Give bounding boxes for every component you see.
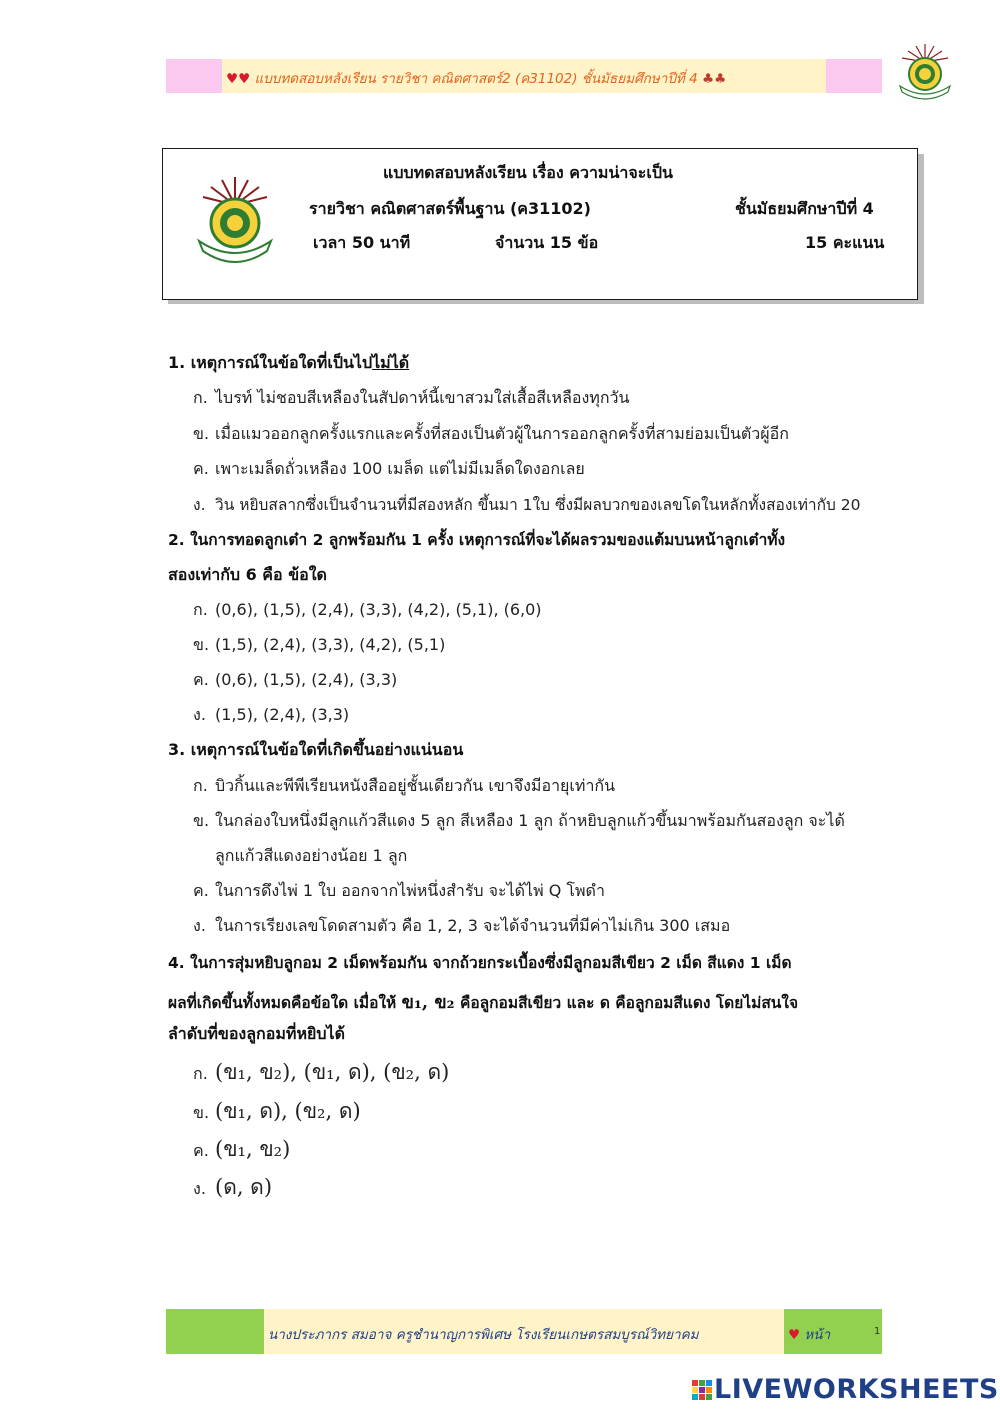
option-label: ง. <box>193 1179 206 1198</box>
option-label: ข. <box>193 1103 210 1122</box>
option-label: ก. <box>193 776 208 795</box>
option-text: ในการเรียงเลขโดดสามตัว คือ 1, 2, 3 จะได้จำนวนที่มีค่าไม่เกิน 300 เสมอ <box>215 916 731 935</box>
footer-bar <box>166 1309 882 1354</box>
question-4-line2-b: คือลูกอมสีเขียว และ ด คือลูกอมสีแดง โดยไม่สนใจ <box>459 994 799 1012</box>
school-logo-icon <box>195 175 275 267</box>
question-3: 3. เหตุการณ์ในข้อใดที่เกิดขึ้นอย่างแน่นอน <box>168 740 464 759</box>
q3-option-d[interactable] <box>193 914 730 939</box>
option-text: บิวกิ้นและพีพีเรียนหนังสืออยู่ชั้นเดียวกัน เขาจึงมีอายุเท่ากัน <box>215 776 616 795</box>
hearts-icon: ♥♥ <box>226 71 251 87</box>
page-number: 1 <box>874 1326 881 1337</box>
question-4-line2-a: ผลที่เกิดขึ้นทั้งหมดคือข้อใด เมื่อให้ <box>168 994 397 1012</box>
q2-option-c[interactable] <box>193 668 397 693</box>
q1-option-a[interactable] <box>193 386 629 411</box>
q4-option-c[interactable] <box>193 1133 290 1166</box>
option-label: ข. <box>193 424 210 443</box>
header-count: จำนวน 15 ข้อ <box>495 233 599 252</box>
header-box <box>162 148 918 300</box>
footer-author: นางประภากร สมอาจ ครูชำนาญการพิเศษ โรงเรียนเกษตรสมบูรณ์วิทยาคม <box>268 1327 699 1343</box>
question-2-line1: 2. ในการทอดลูกเต๋า 2 ลูกพร้อมกัน 1 ครั้ง เหตุการณ์ที่จะได้ผลรวมของแต้มบนหน้าลูกเต๋าทั้ง <box>168 531 786 549</box>
option-text: เมื่อแมวออกลูกครั้งแรกและครั้งที่สองเป็นตัวผู้ในการออกลูกครั้งที่สามย่อมเป็นตัวผู้อีก <box>215 424 789 443</box>
question-4-line3: ลำดับที่ของลูกอมที่หยิบได้ <box>168 1024 345 1043</box>
option-text: เพาะเมล็ดถั่วเหลือง 100 เมล็ด แต่ไม่มีเมล็ดใดงอกเลย <box>215 459 585 478</box>
option-text: (0,6), (1,5), (2,4), (3,3), (4,2), (5,1), (6,0) <box>215 600 542 619</box>
option-label: ง. <box>193 705 206 724</box>
q4-option-b[interactable] <box>193 1095 361 1128</box>
banner-title: แบบทดสอบหลังเรียน รายวิชา คณิตศาสตร์2 (ค31102) ชั้นมัธยมศึกษาปีที่ 4 <box>254 71 698 87</box>
question-1 <box>168 351 409 376</box>
option-text: (1,5), (2,4), (3,3), (4,2), (5,1) <box>215 635 446 654</box>
option-label: ค. <box>193 670 209 689</box>
question-4-line1: 4. ในการสุ่มหยิบลูกอม 2 เม็ดพร้อมกัน จากถ้วยกระเบื้องซึ่งมีลูกอมสีเขียว 2 เม็ด สีแดง 1 เม็ด <box>168 954 792 972</box>
q2-option-b[interactable] <box>193 633 445 658</box>
option-label: ก. <box>193 1064 208 1083</box>
option-label: ก. <box>193 388 208 407</box>
question-4-variables: ข₁, ข₂ <box>401 992 455 1013</box>
option-label: ค. <box>193 459 209 478</box>
option-label: ข. <box>193 811 210 830</box>
liveworksheets-logo-icon <box>692 1380 712 1402</box>
q2-option-a[interactable] <box>193 598 542 623</box>
option-label: ก. <box>193 600 208 619</box>
header-grade: ชั้นมัธยมศึกษาปีที่ 4 <box>735 199 874 218</box>
option-text: (ข₁, ข₂), (ข₁, ด), (ข₂, ด) <box>215 1060 450 1084</box>
option-text: (ข₁, ด), (ข₂, ด) <box>215 1099 361 1123</box>
option-label: ง. <box>193 496 206 514</box>
q3-option-b[interactable] <box>193 809 845 834</box>
footer-page-label <box>788 1323 830 1345</box>
question-1-text: 1. เหตุการณ์ในข้อใดที่เป็นไป <box>168 353 373 372</box>
option-text: (ข₁, ข₂) <box>215 1137 291 1161</box>
clubs-icon: ♣♣ <box>701 71 727 87</box>
option-text: (ด, ด) <box>215 1175 273 1199</box>
heart-icon: ♥ <box>788 1327 801 1343</box>
header-subject: รายวิชา คณิตศาสตร์พื้นฐาน (ค31102) <box>309 199 591 218</box>
page-label: หน้า <box>804 1327 831 1343</box>
liveworksheets-text: LIVEWORKSHEETS <box>714 1374 999 1405</box>
header-score: 15 คะแนน <box>805 233 885 252</box>
q3-option-b-cont: ลูกแก้วสีแดงอย่างน้อย 1 ลูก <box>215 846 408 865</box>
option-text: (0,6), (1,5), (2,4), (3,3) <box>215 670 398 689</box>
question-1-underlined: ไม่ได้ <box>372 353 410 372</box>
q1-option-d[interactable] <box>193 492 861 517</box>
q1-option-c[interactable] <box>193 457 585 482</box>
option-text: ในการดึงไพ่ 1 ใบ ออกจากไพ่หนึ่งสำรับ จะได้ไพ่ Q โพดำ <box>215 881 605 900</box>
option-label: ข. <box>193 635 210 654</box>
header-time: เวลา 50 นาที <box>313 233 411 252</box>
option-text: ในกล่องใบหนึ่งมีลูกแก้วสีแดง 5 ลูก สีเหลือง 1 ลูก ถ้าหยิบลูกแก้วขึ้นมาพร้อมกันสองลูก จะได้ <box>215 811 845 830</box>
q4-option-d[interactable] <box>193 1171 272 1204</box>
question-4-line2 <box>168 987 798 1016</box>
option-label: ง. <box>193 916 206 935</box>
option-text: (1,5), (2,4), (3,3) <box>215 705 350 724</box>
q4-option-a[interactable] <box>193 1056 449 1089</box>
option-text: วิน หยิบสลากซึ่งเป็นจำนวนที่มีสองหลัก ขึ้นมา 1ใบ ซึ่งมีผลบวกของเลขโดในหลักทั้งสองเท่ากับ 20 <box>215 496 861 514</box>
header-title: แบบทดสอบหลังเรียน เรื่อง ความน่าจะเป็น <box>383 163 673 182</box>
option-text: ไบรท์ ไม่ชอบสีเหลืองในสัปดาห์นี้เขาสวมใส่เสื้อสีเหลืองทุกวัน <box>215 388 630 407</box>
question-2-line2: สองเท่ากับ 6 คือ ข้อใด <box>168 565 327 584</box>
q1-option-b[interactable] <box>193 422 789 447</box>
q3-option-a[interactable] <box>193 774 615 799</box>
option-label: ค. <box>193 1141 209 1160</box>
top-banner <box>166 59 882 93</box>
school-emblem-icon <box>896 42 954 104</box>
top-banner-text <box>226 67 866 89</box>
q3-option-c[interactable] <box>193 879 605 904</box>
q2-option-d[interactable] <box>193 703 349 728</box>
option-label: ค. <box>193 881 209 900</box>
